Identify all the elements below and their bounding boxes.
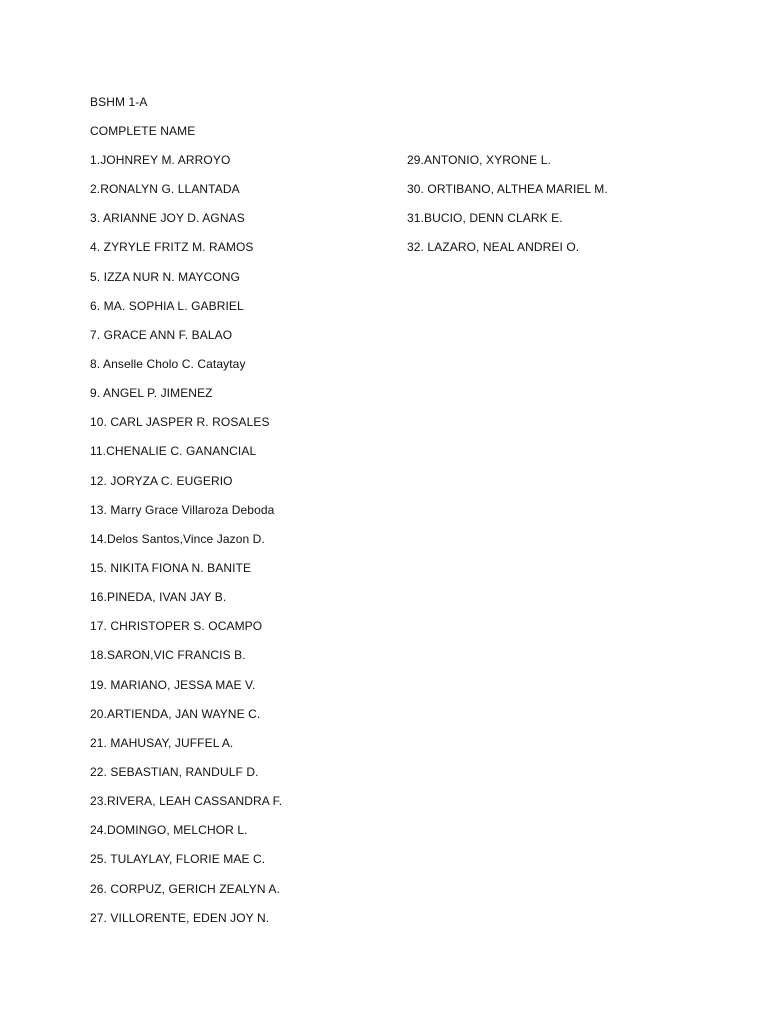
list-item: 15. NIKITA FIONA N. BANITE (90, 560, 252, 575)
list-item: 1.JOHNREY M. ARROYO (90, 153, 231, 167)
list-item: 22. SEBASTIAN, RANDULF D. (90, 764, 259, 779)
list-item: 10. CARL JASPER R. ROSALES (90, 415, 270, 430)
list-item: 5. IZZA NUR N. MAYCONG (90, 269, 240, 284)
list-item: 14.Delos Santos,Vince Jazon D. (90, 531, 265, 546)
list-item: 17. CHRISTOPER S. OCAMPO (90, 619, 263, 634)
list-item: 3. ARIANNE JOY D. AGNAS (90, 211, 245, 226)
list-item: 29.ANTONIO, XYRONE L. (407, 153, 551, 167)
list-item: 2.RONALYN G. LLANTADA (90, 182, 240, 197)
name-list-left (90, 152, 282, 939)
list-item: 30. ORTIBANO, ALTHEA MARIEL M. (407, 182, 608, 197)
list-item: 11.CHENALIE C. GANANCIAL (90, 444, 257, 459)
list-item: 4. ZYRYLE FRITZ M. RAMOS (90, 240, 254, 255)
list-item: 18.SARON,VIC FRANCIS B. (90, 648, 246, 663)
list-item: 7. GRACE ANN F. BALAO (90, 327, 233, 342)
list-item: 25. TULAYLAY, FLORIE MAE C. (90, 852, 266, 867)
list-item: 20.ARTIENDA, JAN WAYNE C. (90, 706, 261, 721)
list-item: 21. MAHUSAY, JUFFEL A. (90, 735, 234, 750)
list-item: 24.DOMINGO, MELCHOR L. (90, 823, 248, 838)
list-item: 16.PINEDA, IVAN JAY B. (90, 590, 227, 605)
list-item: 9. ANGEL P. JIMENEZ (90, 386, 213, 401)
list-item: 6. MA. SOPHIA L. GABRIEL (90, 298, 244, 313)
list-item: 13. Marry Grace Villaroza Deboda (90, 502, 275, 517)
list-item: 12. JORYZA C. EUGERIO (90, 473, 233, 488)
class-label: BSHM 1-A (90, 95, 148, 109)
list-item: 31.BUCIO, DENN CLARK E. (407, 211, 563, 226)
list-item: 26. CORPUZ, GERICH ZEALYN A. (90, 881, 280, 896)
list-item: 23.RIVERA, LEAH CASSANDRA F. (90, 794, 283, 809)
name-list-right (407, 152, 608, 269)
list-item: 8. Anselle Cholo C. Cataytay (90, 356, 246, 371)
column-header: COMPLETE NAME (90, 124, 196, 138)
list-item: 19. MARIANO, JESSA MAE V. (90, 677, 256, 692)
list-item: 32. LAZARO, NEAL ANDREI O. (407, 240, 580, 255)
list-item: 27. VILLORENTE, EDEN JOY N. (90, 910, 270, 925)
